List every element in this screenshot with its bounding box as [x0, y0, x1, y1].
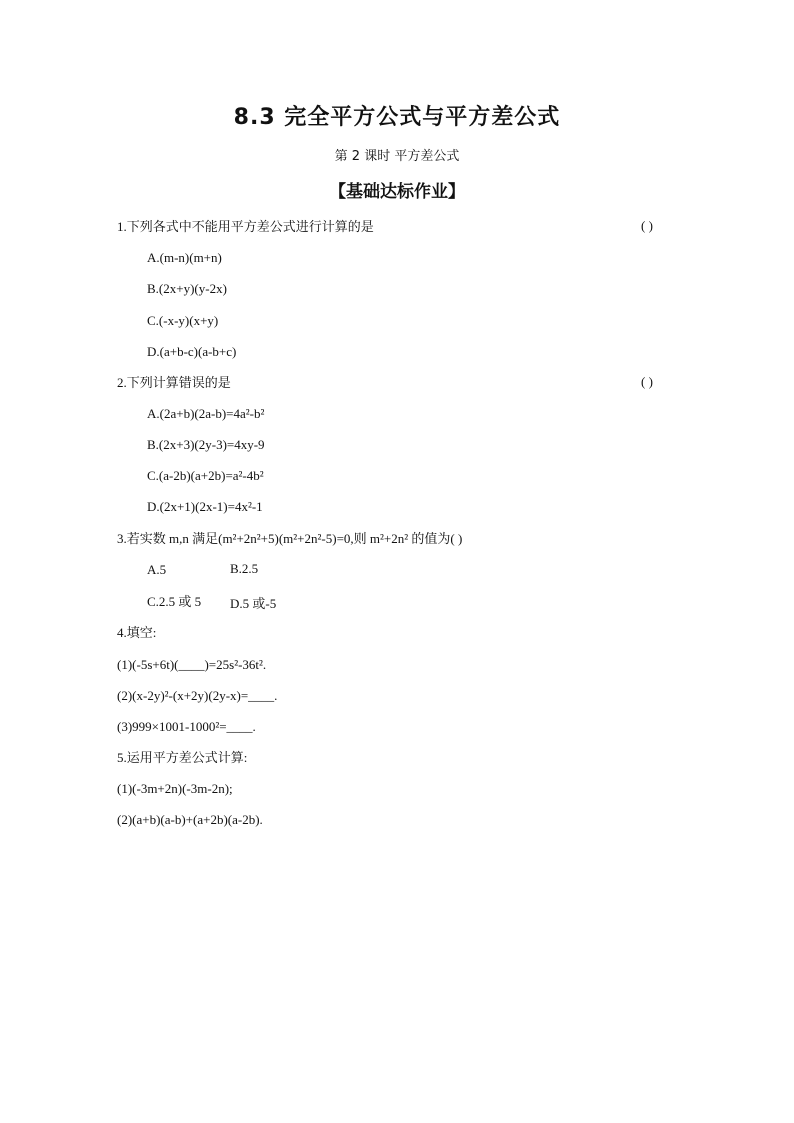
question-5-stem: 5.运用平方差公式计算:	[117, 750, 248, 765]
question-3-stem: 3.若实数 m,n 满足(m²+2n²+5)(m²+2n²-5)=0,则 m²+2n² 的值为( )	[117, 531, 463, 546]
question-3-option-c: C.2.5 或 5	[147, 594, 202, 609]
question-5-item-1: (1)(-3m+2n)(-3m-2n);	[117, 781, 233, 796]
page-subtitle: 第 2 课时 平方差公式	[334, 149, 460, 164]
question-1-stem: 1.下列各式中不能用平方差公式进行计算的是	[117, 219, 374, 234]
question-2-option-b: B.(2x+3)(2y-3)=4xy-9	[147, 437, 265, 452]
question-4-item-2: (2)(x-2y)²-(x+2y)(2y-x)=____.	[117, 688, 278, 703]
question-3-option-d: D.5 或-5	[230, 596, 277, 611]
question-4-item-3: (3)999×1001-1000²=____.	[117, 719, 256, 734]
question-1-answer-bracket: ( )	[641, 218, 653, 233]
question-2-option-a: A.(2a+b)(2a-b)=4a²-b²	[147, 406, 265, 421]
question-4-stem: 4.填空:	[117, 625, 157, 640]
question-3-option-b: B.2.5	[230, 561, 259, 576]
question-2-option-d: D.(2x+1)(2x-1)=4x²-1	[147, 499, 263, 514]
question-2-option-c: C.(a-2b)(a+2b)=a²-4b²	[147, 468, 264, 483]
question-1-option-a: A.(m-n)(m+n)	[147, 250, 222, 265]
question-3-option-a: A.5	[147, 562, 167, 577]
question-2-answer-bracket: ( )	[641, 374, 653, 389]
question-4-item-1: (1)(-5s+6t)(____)=25s²-36t².	[117, 657, 267, 672]
question-1-option-c: C.(-x-y)(x+y)	[147, 313, 219, 328]
question-2-stem: 2.下列计算错误的是	[117, 375, 231, 390]
section-heading: 【基础达标作业】	[329, 182, 465, 202]
page-title: 8.3 完全平方公式与平方差公式	[233, 105, 561, 130]
question-1-option-b: B.(2x+y)(y-2x)	[147, 281, 227, 296]
question-1-option-d: D.(a+b-c)(a-b+c)	[147, 344, 237, 359]
question-5-item-2: (2)(a+b)(a-b)+(a+2b)(a-2b).	[117, 812, 263, 827]
